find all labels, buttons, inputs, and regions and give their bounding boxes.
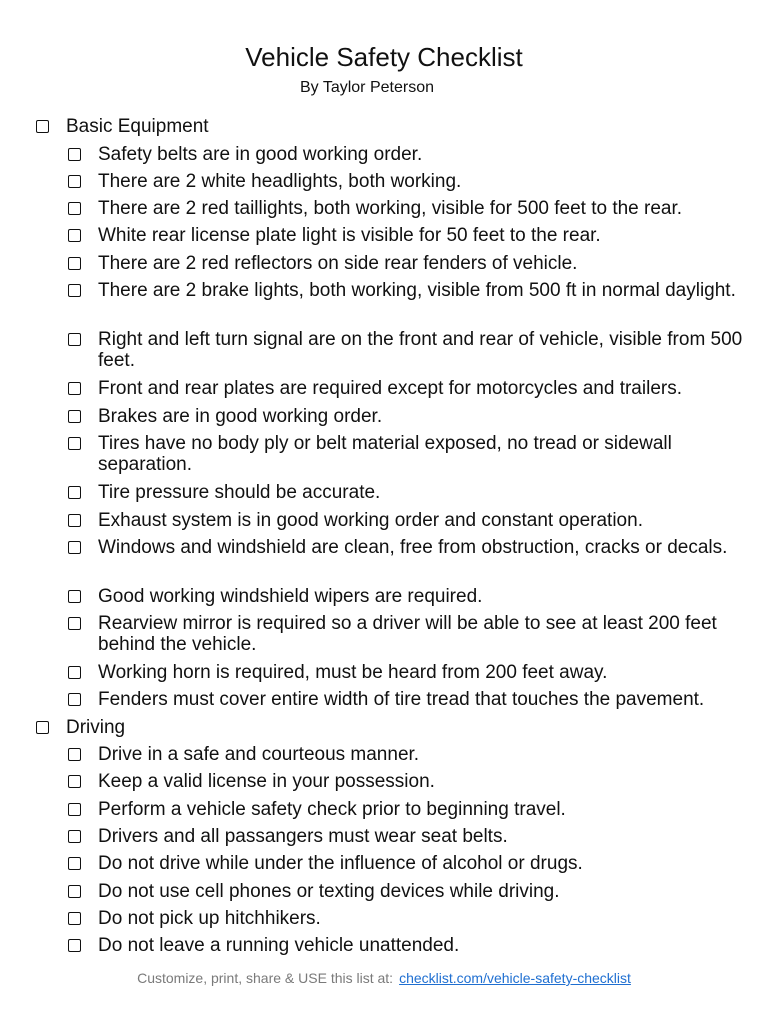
checkbox[interactable] — [68, 775, 81, 788]
item-label: Brakes are in good working order. — [98, 406, 383, 427]
item-label: Working horn is required, must be heard from 200 feet away. — [98, 662, 608, 683]
item-label: There are 2 red taillights, both working, visible for 500 feet to the rear. — [98, 198, 683, 219]
checkbox[interactable] — [68, 175, 81, 188]
checkbox[interactable] — [68, 857, 81, 870]
item-label: Right and left turn signal are on the front and rear of vehicle, visible from 500 feet. — [98, 329, 743, 371]
item-label: Drive in a safe and courteous manner. — [98, 744, 420, 765]
item-label: Do not leave a running vehicle unattended. — [98, 935, 460, 956]
item-label: Tire pressure should be accurate. — [98, 482, 381, 503]
footer-text: Customize, print, share & USE this list at: — [137, 970, 394, 986]
item-label: There are 2 white headlights, both working. — [98, 171, 462, 192]
item-label: Rearview mirror is required so a driver will be able to see at least 200 feet behind the vehicle. — [98, 613, 717, 655]
item-label: Keep a valid license in your possession. — [98, 771, 435, 792]
item-label: There are 2 red reflectors on side rear fenders of vehicle. — [98, 253, 578, 274]
checkbox[interactable] — [68, 148, 81, 161]
checkbox[interactable] — [68, 284, 81, 297]
checkbox[interactable] — [68, 912, 81, 925]
item-label: Drivers and all passangers must wear seat belts. — [98, 826, 508, 847]
item-label: Fenders must cover entire width of tire tread that touches the pavement. — [98, 689, 705, 710]
footer — [0, 969, 768, 987]
checkbox[interactable] — [68, 410, 81, 423]
checkbox[interactable] — [68, 803, 81, 816]
item-label: Windows and windshield are clean, free from obstruction, cracks or decals. — [98, 537, 728, 558]
checkbox[interactable] — [68, 617, 81, 630]
author-byline: By Taylor Peterson — [300, 79, 434, 96]
page-title: Vehicle Safety Checklist — [245, 42, 523, 72]
item-label: Do not drive while under the influence of alcohol or drugs. — [98, 853, 583, 874]
checkbox[interactable] — [68, 514, 81, 527]
checkbox[interactable] — [68, 939, 81, 952]
checkbox[interactable] — [68, 437, 81, 450]
checkbox[interactable] — [36, 721, 49, 734]
item-label: Exhaust system is in good working order and constant operation. — [98, 510, 643, 531]
item-label: Good working windshield wipers are required. — [98, 586, 483, 607]
item-label: There are 2 brake lights, both working, visible from 500 ft in normal daylight. — [98, 280, 736, 301]
checkbox[interactable] — [68, 202, 81, 215]
checkbox[interactable] — [68, 333, 81, 346]
item-label: Front and rear plates are required except for motorcycles and trailers. — [98, 378, 682, 399]
checkbox[interactable] — [68, 229, 81, 242]
checkbox[interactable] — [68, 382, 81, 395]
item-label: Perform a vehicle safety check prior to beginning travel. — [98, 799, 566, 820]
footer-link[interactable]: checklist.com/vehicle-safety-checklist — [399, 970, 631, 986]
item-label: Do not use cell phones or texting devices while driving. — [98, 881, 560, 902]
checkbox[interactable] — [68, 748, 81, 761]
section-label: Basic Equipment — [66, 116, 209, 137]
item-label: Do not pick up hitchhikers. — [98, 908, 321, 929]
section-label: Driving — [66, 717, 126, 738]
item-label: Safety belts are in good working order. — [98, 144, 423, 165]
checkbox[interactable] — [68, 830, 81, 843]
checkbox[interactable] — [68, 541, 81, 554]
checkbox[interactable] — [68, 693, 81, 706]
checkbox[interactable] — [68, 885, 81, 898]
item-label: Tires have no body ply or belt material exposed, no tread or sidewall separation. — [98, 433, 672, 475]
checkbox[interactable] — [68, 486, 81, 499]
item-label: White rear license plate light is visible for 50 feet to the rear. — [98, 225, 601, 246]
checkbox[interactable] — [68, 257, 81, 270]
checkbox[interactable] — [68, 666, 81, 679]
checkbox[interactable] — [68, 590, 81, 603]
checkbox[interactable] — [36, 120, 49, 133]
